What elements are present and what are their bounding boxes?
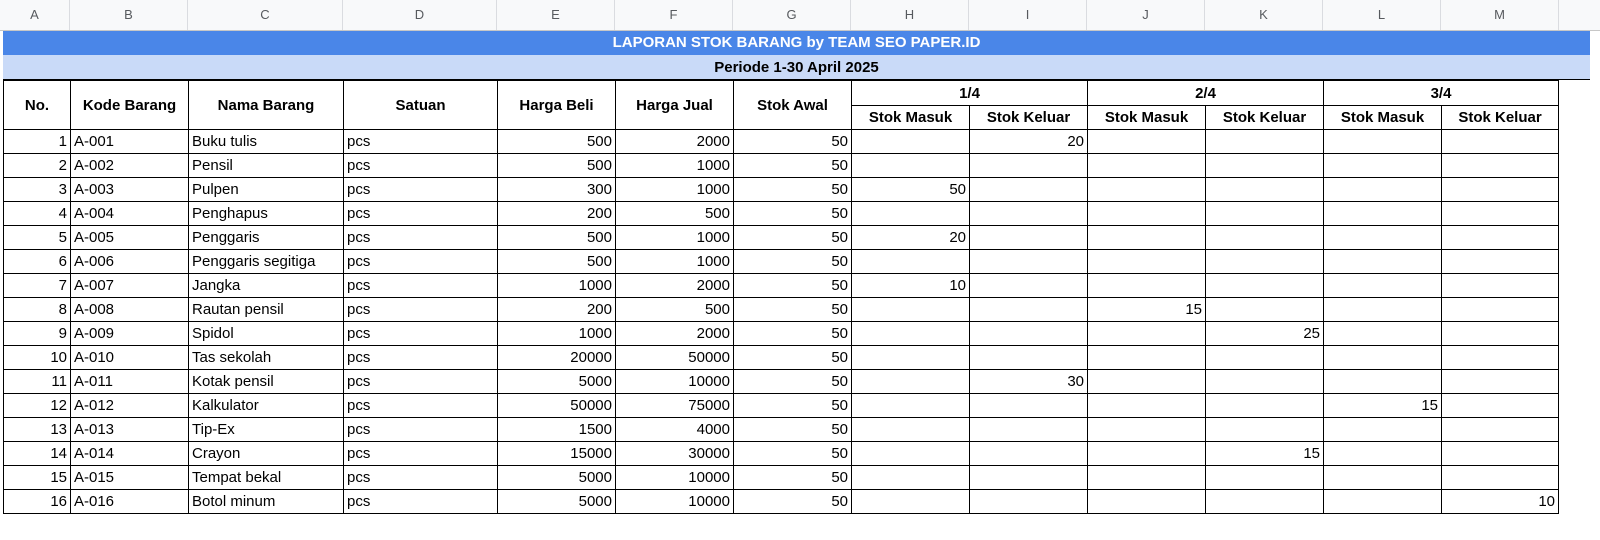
cell-kode-barang[interactable]: A-002 [71, 154, 189, 178]
cell-kode-barang[interactable]: A-012 [71, 394, 189, 418]
cell-harga-beli[interactable]: 300 [498, 178, 616, 202]
column-header-l[interactable]: L [1323, 0, 1441, 30]
cell-stok-masuk-1[interactable] [852, 466, 970, 490]
cell-stok-awal[interactable]: 50 [734, 442, 852, 466]
cell-stok-masuk-3[interactable] [1324, 442, 1442, 466]
cell-stok-masuk-1[interactable] [852, 202, 970, 226]
cell-stok-keluar-3[interactable] [1442, 202, 1559, 226]
spreadsheet-grid [0, 30, 1600, 540]
cell-harga-jual[interactable]: 10000 [616, 490, 734, 514]
cell-stok-keluar-1[interactable] [970, 394, 1088, 418]
cell-stok-masuk-3[interactable] [1324, 370, 1442, 394]
cell-harga-jual[interactable]: 30000 [616, 442, 734, 466]
cell-harga-jual[interactable]: 2000 [616, 274, 734, 298]
column-header-f[interactable]: F [615, 0, 733, 30]
cell-stok-keluar-3[interactable] [1442, 226, 1559, 250]
cell-no[interactable]: 10 [4, 346, 71, 370]
cell-stok-keluar-3[interactable] [1442, 178, 1559, 202]
cell-nama-barang[interactable]: Jangka [189, 274, 344, 298]
cell-stok-masuk-2[interactable] [1088, 418, 1206, 442]
cell-stok-awal[interactable]: 50 [734, 154, 852, 178]
cell-kode-barang[interactable]: A-001 [71, 130, 189, 154]
cell-harga-beli[interactable]: 1500 [498, 418, 616, 442]
cell-harga-beli[interactable]: 200 [498, 298, 616, 322]
cell-stok-masuk-2[interactable] [1088, 322, 1206, 346]
cell-harga-beli[interactable]: 50000 [498, 394, 616, 418]
cell-stok-keluar-3[interactable] [1442, 130, 1559, 154]
report-title[interactable]: LAPORAN STOK BARANG by TEAM SEO PAPER.ID [3, 31, 1590, 55]
cell-stok-masuk-1[interactable] [852, 130, 970, 154]
cell-stok-awal[interactable]: 50 [734, 490, 852, 514]
cell-stok-keluar-3[interactable] [1442, 466, 1559, 490]
cell-stok-keluar-1[interactable] [970, 442, 1088, 466]
cell-stok-masuk-3[interactable] [1324, 178, 1442, 202]
cell-stok-keluar-2[interactable] [1206, 226, 1324, 250]
cell-harga-jual[interactable]: 10000 [616, 370, 734, 394]
cell-kode-barang[interactable]: A-003 [71, 178, 189, 202]
cell-harga-beli[interactable]: 1000 [498, 322, 616, 346]
table-row [4, 490, 1559, 514]
cell-kode-barang[interactable]: A-004 [71, 202, 189, 226]
cell-no[interactable]: 6 [4, 250, 71, 274]
header-period-1[interactable]: 1/4 [852, 81, 1088, 106]
cell-stok-awal[interactable]: 50 [734, 226, 852, 250]
cell-harga-jual[interactable]: 75000 [616, 394, 734, 418]
cell-stok-masuk-2[interactable] [1088, 226, 1206, 250]
header-stok-keluar[interactable]: Stok Keluar [1442, 106, 1559, 130]
cell-nama-barang[interactable]: Kotak pensil [189, 370, 344, 394]
cell-stok-keluar-3[interactable] [1442, 322, 1559, 346]
cell-harga-jual[interactable]: 2000 [616, 130, 734, 154]
cell-stok-keluar-2[interactable] [1206, 466, 1324, 490]
table-row [4, 178, 1559, 202]
cell-stok-keluar-1[interactable] [970, 490, 1088, 514]
cell-no[interactable]: 15 [4, 466, 71, 490]
cell-kode-barang[interactable]: A-011 [71, 370, 189, 394]
cell-kode-barang[interactable]: A-010 [71, 346, 189, 370]
cell-no[interactable]: 14 [4, 442, 71, 466]
cell-harga-beli[interactable]: 500 [498, 250, 616, 274]
cell-satuan[interactable]: pcs [344, 226, 498, 250]
table-row [4, 322, 1559, 346]
cell-stok-masuk-1[interactable] [852, 442, 970, 466]
cell-stok-masuk-2[interactable] [1088, 274, 1206, 298]
cell-harga-beli[interactable]: 20000 [498, 346, 616, 370]
cell-kode-barang[interactable]: A-014 [71, 442, 189, 466]
table-row [4, 442, 1559, 466]
table-row [4, 130, 1559, 154]
table-row [4, 346, 1559, 370]
cell-no[interactable]: 5 [4, 226, 71, 250]
cell-stok-masuk-2[interactable] [1088, 442, 1206, 466]
cell-stok-masuk-2[interactable] [1088, 466, 1206, 490]
column-header-c[interactable]: C [188, 0, 343, 30]
cell-harga-beli[interactable]: 1000 [498, 274, 616, 298]
cell-stok-masuk-3[interactable] [1324, 274, 1442, 298]
cell-nama-barang[interactable]: Penggaris [189, 226, 344, 250]
column-header-e[interactable]: E [497, 0, 615, 30]
table-row [4, 298, 1559, 322]
cell-nama-barang[interactable]: Rautan pensil [189, 298, 344, 322]
cell-stok-keluar-2[interactable] [1206, 178, 1324, 202]
cell-stok-keluar-1[interactable]: 30 [970, 370, 1088, 394]
cell-stok-keluar-3[interactable]: 10 [1442, 490, 1559, 514]
cell-harga-jual[interactable]: 50000 [616, 346, 734, 370]
cell-satuan[interactable]: pcs [344, 298, 498, 322]
header-nama-barang[interactable]: Nama Barang [189, 81, 344, 130]
cell-stok-masuk-3[interactable] [1324, 466, 1442, 490]
cell-satuan[interactable]: pcs [344, 322, 498, 346]
cell-stok-masuk-3[interactable] [1324, 226, 1442, 250]
cell-nama-barang[interactable]: Pensil [189, 154, 344, 178]
cell-stok-masuk-1[interactable]: 20 [852, 226, 970, 250]
table-row [4, 370, 1559, 394]
cell-stok-masuk-1[interactable] [852, 490, 970, 514]
cell-stok-masuk-1[interactable] [852, 322, 970, 346]
cell-stok-keluar-2[interactable] [1206, 394, 1324, 418]
header-stok-masuk[interactable]: Stok Masuk [1324, 106, 1442, 130]
cell-stok-keluar-2[interactable] [1206, 274, 1324, 298]
cell-kode-barang[interactable]: A-006 [71, 250, 189, 274]
cell-harga-beli[interactable]: 500 [498, 226, 616, 250]
cell-stok-keluar-1[interactable] [970, 298, 1088, 322]
cell-stok-awal[interactable]: 50 [734, 346, 852, 370]
column-header-j[interactable]: J [1087, 0, 1205, 30]
cell-stok-awal[interactable]: 50 [734, 394, 852, 418]
column-header-d[interactable]: D [343, 0, 497, 30]
cell-stok-masuk-2[interactable] [1088, 346, 1206, 370]
cell-stok-awal[interactable]: 50 [734, 298, 852, 322]
cell-stok-masuk-3[interactable]: 15 [1324, 394, 1442, 418]
header-stok-keluar[interactable]: Stok Keluar [1206, 106, 1324, 130]
cell-stok-masuk-3[interactable] [1324, 418, 1442, 442]
cell-satuan[interactable]: pcs [344, 370, 498, 394]
cell-stok-masuk-3[interactable] [1324, 298, 1442, 322]
cell-stok-masuk-1[interactable] [852, 370, 970, 394]
cell-nama-barang[interactable]: Tempat bekal [189, 466, 344, 490]
cell-stok-masuk-2[interactable] [1088, 178, 1206, 202]
cell-no[interactable]: 4 [4, 202, 71, 226]
cell-stok-masuk-3[interactable] [1324, 346, 1442, 370]
cell-harga-beli[interactable]: 5000 [498, 490, 616, 514]
cell-stok-masuk-1[interactable]: 50 [852, 178, 970, 202]
cell-stok-masuk-1[interactable] [852, 346, 970, 370]
table-row [4, 202, 1559, 226]
table-row [4, 226, 1559, 250]
column-header-i[interactable]: I [969, 0, 1087, 30]
cell-nama-barang[interactable]: Botol minum [189, 490, 344, 514]
cell-stok-keluar-3[interactable] [1442, 154, 1559, 178]
cell-no[interactable]: 2 [4, 154, 71, 178]
cell-satuan[interactable]: pcs [344, 154, 498, 178]
cell-stok-keluar-1[interactable] [970, 466, 1088, 490]
cell-stok-awal[interactable]: 50 [734, 466, 852, 490]
column-header-a[interactable]: A [0, 0, 70, 30]
cell-harga-beli[interactable]: 15000 [498, 442, 616, 466]
cell-stok-keluar-2[interactable] [1206, 154, 1324, 178]
cell-satuan[interactable]: pcs [344, 250, 498, 274]
cell-no[interactable]: 13 [4, 418, 71, 442]
table-row [4, 154, 1559, 178]
cell-kode-barang[interactable]: A-015 [71, 466, 189, 490]
cell-no[interactable]: 3 [4, 178, 71, 202]
cell-stok-masuk-2[interactable] [1088, 154, 1206, 178]
cell-stok-masuk-3[interactable] [1324, 154, 1442, 178]
cell-harga-jual[interactable]: 1000 [616, 154, 734, 178]
header-period-2[interactable]: 2/4 [1088, 81, 1324, 106]
cell-stok-keluar-3[interactable] [1442, 394, 1559, 418]
cell-kode-barang[interactable]: A-013 [71, 418, 189, 442]
cell-harga-jual[interactable]: 500 [616, 202, 734, 226]
header-satuan[interactable]: Satuan [344, 81, 498, 130]
header-harga-jual[interactable]: Harga Jual [616, 81, 734, 130]
cell-stok-keluar-1[interactable] [970, 346, 1088, 370]
cell-satuan[interactable]: pcs [344, 490, 498, 514]
cell-nama-barang[interactable]: Crayon [189, 442, 344, 466]
cell-harga-jual[interactable]: 10000 [616, 466, 734, 490]
cell-nama-barang[interactable]: Kalkulator [189, 394, 344, 418]
cell-stok-keluar-3[interactable] [1442, 250, 1559, 274]
cell-stok-keluar-1[interactable]: 20 [970, 130, 1088, 154]
header-no[interactable]: No. [4, 81, 71, 130]
cell-stok-keluar-2[interactable]: 15 [1206, 442, 1324, 466]
cell-stok-keluar-2[interactable] [1206, 250, 1324, 274]
cell-stok-masuk-1[interactable] [852, 394, 970, 418]
cell-nama-barang[interactable]: Penggaris segitiga [189, 250, 344, 274]
stock-table [3, 80, 1559, 514]
cell-no[interactable]: 16 [4, 490, 71, 514]
cell-stok-keluar-3[interactable] [1442, 298, 1559, 322]
cell-stok-keluar-2[interactable]: 25 [1206, 322, 1324, 346]
column-header-bar [0, 0, 1600, 31]
cell-harga-jual[interactable]: 1000 [616, 178, 734, 202]
cell-satuan[interactable]: pcs [344, 394, 498, 418]
cell-nama-barang[interactable]: Tip-Ex [189, 418, 344, 442]
header-stok-awal[interactable]: Stok Awal [734, 81, 852, 130]
cell-stok-masuk-1[interactable] [852, 154, 970, 178]
cell-kode-barang[interactable]: A-008 [71, 298, 189, 322]
cell-satuan[interactable]: pcs [344, 418, 498, 442]
cell-no[interactable]: 11 [4, 370, 71, 394]
cell-kode-barang[interactable]: A-007 [71, 274, 189, 298]
column-header-b[interactable]: B [70, 0, 188, 30]
cell-satuan[interactable]: pcs [344, 346, 498, 370]
table-row [4, 394, 1559, 418]
cell-harga-jual[interactable]: 4000 [616, 418, 734, 442]
cell-stok-masuk-2[interactable] [1088, 130, 1206, 154]
cell-stok-masuk-2[interactable] [1088, 394, 1206, 418]
cell-harga-jual[interactable]: 1000 [616, 250, 734, 274]
cell-stok-keluar-2[interactable] [1206, 298, 1324, 322]
table-row [4, 418, 1559, 442]
cell-stok-keluar-1[interactable] [970, 226, 1088, 250]
cell-stok-keluar-2[interactable] [1206, 346, 1324, 370]
cell-kode-barang[interactable]: A-005 [71, 226, 189, 250]
column-header-m[interactable]: M [1441, 0, 1559, 30]
cell-stok-masuk-3[interactable] [1324, 322, 1442, 346]
column-header-h[interactable]: H [851, 0, 969, 30]
cell-no[interactable]: 1 [4, 130, 71, 154]
table-row [4, 250, 1559, 274]
cell-stok-keluar-2[interactable] [1206, 130, 1324, 154]
cell-stok-awal[interactable]: 50 [734, 202, 852, 226]
cell-nama-barang[interactable]: Spidol [189, 322, 344, 346]
cell-stok-keluar-3[interactable] [1442, 274, 1559, 298]
table-row [4, 274, 1559, 298]
cell-harga-jual[interactable]: 1000 [616, 226, 734, 250]
column-header-g[interactable]: G [733, 0, 851, 30]
report-period[interactable]: Periode 1-30 April 2025 [3, 55, 1590, 80]
cell-stok-masuk-3[interactable] [1324, 130, 1442, 154]
header-stok-keluar[interactable]: Stok Keluar [970, 106, 1088, 130]
cell-nama-barang[interactable]: Pulpen [189, 178, 344, 202]
cell-stok-awal[interactable]: 50 [734, 370, 852, 394]
cell-stok-keluar-3[interactable] [1442, 370, 1559, 394]
cell-stok-masuk-3[interactable] [1324, 202, 1442, 226]
cell-satuan[interactable]: pcs [344, 130, 498, 154]
cell-harga-beli[interactable]: 5000 [498, 466, 616, 490]
cell-stok-keluar-1[interactable] [970, 250, 1088, 274]
cell-stok-awal[interactable]: 50 [734, 250, 852, 274]
cell-satuan[interactable]: pcs [344, 442, 498, 466]
cell-no[interactable]: 8 [4, 298, 71, 322]
cell-stok-masuk-2[interactable] [1088, 490, 1206, 514]
cell-satuan[interactable]: pcs [344, 178, 498, 202]
cell-nama-barang[interactable]: Buku tulis [189, 130, 344, 154]
cell-kode-barang[interactable]: A-009 [71, 322, 189, 346]
cell-satuan[interactable]: pcs [344, 466, 498, 490]
cell-no[interactable]: 7 [4, 274, 71, 298]
cell-stok-awal[interactable]: 50 [734, 178, 852, 202]
cell-stok-keluar-1[interactable] [970, 322, 1088, 346]
cell-stok-keluar-2[interactable] [1206, 370, 1324, 394]
cell-stok-keluar-2[interactable] [1206, 418, 1324, 442]
cell-stok-masuk-2[interactable] [1088, 250, 1206, 274]
cell-stok-masuk-2[interactable]: 15 [1088, 298, 1206, 322]
cell-stok-keluar-1[interactable] [970, 274, 1088, 298]
header-stok-masuk[interactable]: Stok Masuk [852, 106, 970, 130]
cell-stok-masuk-1[interactable] [852, 250, 970, 274]
cell-stok-keluar-2[interactable] [1206, 202, 1324, 226]
cell-nama-barang[interactable]: Tas sekolah [189, 346, 344, 370]
cell-stok-awal[interactable]: 50 [734, 322, 852, 346]
cell-stok-masuk-3[interactable] [1324, 490, 1442, 514]
cell-stok-keluar-3[interactable] [1442, 442, 1559, 466]
cell-harga-beli[interactable]: 500 [498, 130, 616, 154]
cell-no[interactable]: 9 [4, 322, 71, 346]
cell-nama-barang[interactable]: Penghapus [189, 202, 344, 226]
cell-stok-masuk-1[interactable] [852, 298, 970, 322]
cell-stok-keluar-3[interactable] [1442, 346, 1559, 370]
cell-no[interactable]: 12 [4, 394, 71, 418]
cell-harga-jual[interactable]: 500 [616, 298, 734, 322]
cell-stok-masuk-3[interactable] [1324, 250, 1442, 274]
cell-stok-masuk-1[interactable]: 10 [852, 274, 970, 298]
cell-harga-beli[interactable]: 500 [498, 154, 616, 178]
header-kode-barang[interactable]: Kode Barang [71, 81, 189, 130]
cell-stok-keluar-1[interactable] [970, 154, 1088, 178]
cell-stok-keluar-1[interactable] [970, 202, 1088, 226]
cell-stok-keluar-2[interactable] [1206, 490, 1324, 514]
cell-harga-beli[interactable]: 200 [498, 202, 616, 226]
cell-stok-awal[interactable]: 50 [734, 418, 852, 442]
cell-stok-awal[interactable]: 50 [734, 274, 852, 298]
cell-stok-masuk-2[interactable] [1088, 370, 1206, 394]
cell-satuan[interactable]: pcs [344, 202, 498, 226]
cell-harga-jual[interactable]: 2000 [616, 322, 734, 346]
column-header-k[interactable]: K [1205, 0, 1323, 30]
cell-harga-beli[interactable]: 5000 [498, 370, 616, 394]
cell-stok-keluar-3[interactable] [1442, 418, 1559, 442]
header-harga-beli[interactable]: Harga Beli [498, 81, 616, 130]
table-row [4, 466, 1559, 490]
header-stok-masuk[interactable]: Stok Masuk [1088, 106, 1206, 130]
cell-stok-awal[interactable]: 50 [734, 130, 852, 154]
header-period-3[interactable]: 3/4 [1324, 81, 1559, 106]
cell-stok-keluar-1[interactable] [970, 418, 1088, 442]
cell-satuan[interactable]: pcs [344, 274, 498, 298]
cell-stok-keluar-1[interactable] [970, 178, 1088, 202]
cell-kode-barang[interactable]: A-016 [71, 490, 189, 514]
cell-stok-masuk-2[interactable] [1088, 202, 1206, 226]
cell-stok-masuk-1[interactable] [852, 418, 970, 442]
